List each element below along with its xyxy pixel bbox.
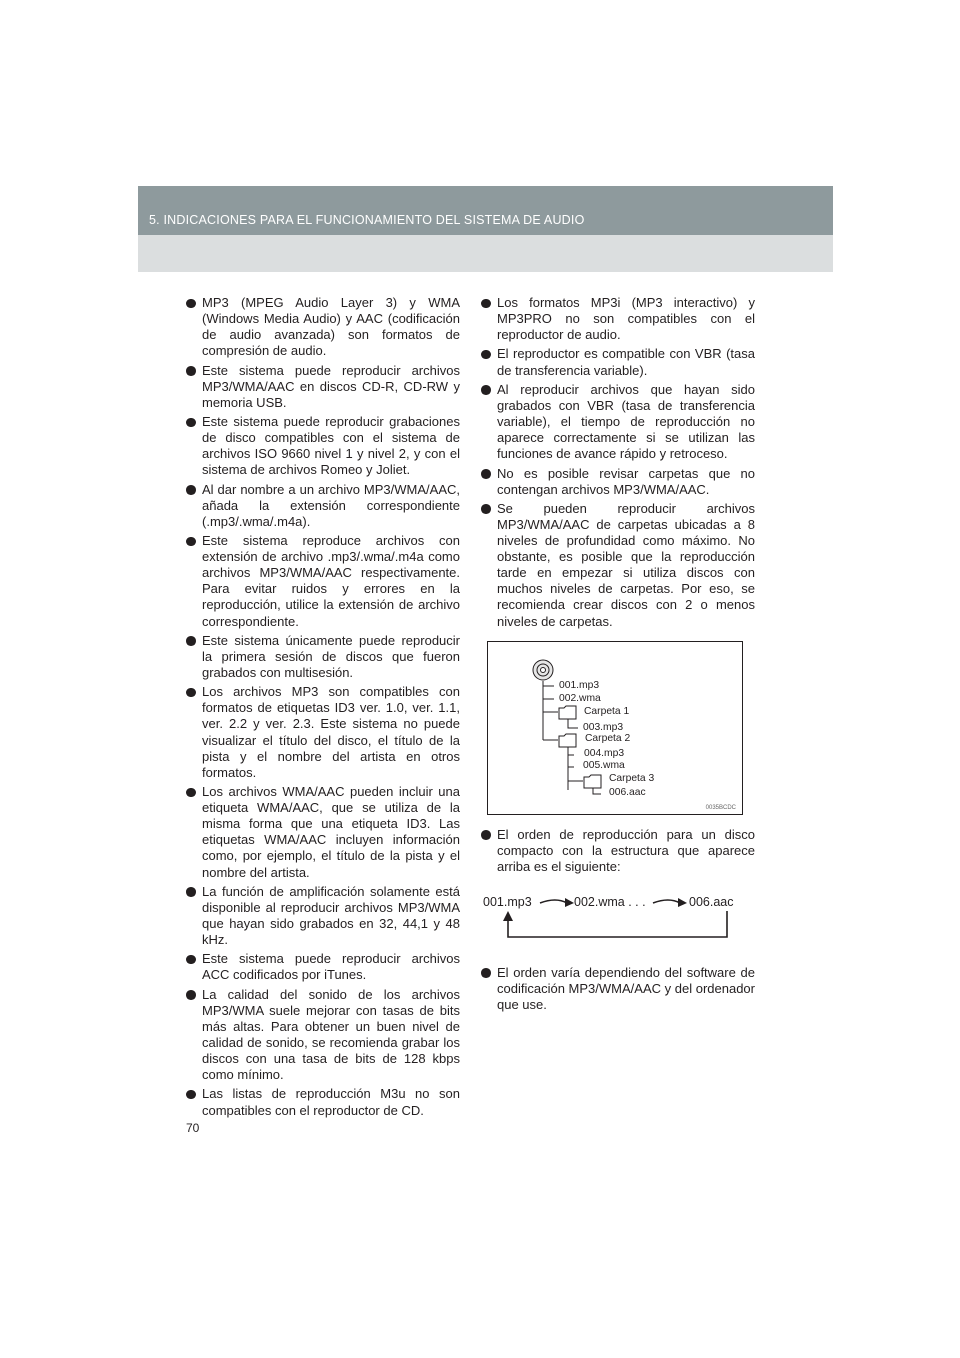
bullet-dot [186,955,196,965]
bullet-item [186,951,460,983]
left-column [186,295,460,1122]
folder-icon [559,706,576,719]
bullet-dot [186,418,196,428]
bullet-text: El orden varía dependiendo del software de codificación MP3/WMA/AAC y del ordenador que use. [497,964,755,1013]
bullet-item [186,363,460,411]
bullet-dot [481,350,491,360]
folder-icon [559,734,576,747]
bullet-dot [186,887,196,897]
right-bullet-list-2 [481,827,755,875]
bullet-dot [186,537,196,547]
bullet-text: Los archivos WMA/AAC pueden incluir una etiqueta WMA/AAC, que se utiliza de la misma forma que una etiqueta ID3. Las etiquetas WMA/AAC incluyen información como, por ejemplo, el título de la pista y el nombre del artista. [202,784,460,880]
bullet-dot [186,1090,196,1100]
bullet-text: El reproductor es compatible con VBR (tasa de transferencia variable). [497,346,755,378]
bullet-dot [186,636,196,646]
right-bullet-list-3 [481,965,755,1013]
disc-icon [533,660,553,680]
bullet-dot [481,299,491,309]
right-column [481,295,755,1016]
bullet-text: No es posible revisar carpetas que no contengan archivos MP3/WMA/AAC. [497,465,755,497]
section-header-bar [138,186,833,235]
left-bullet-list [186,295,460,1119]
bullet-text: Al reproducir archivos que hayan sido grabados con VBR (tasa de transferencia variable), el tiempo de reproducción no aparece correctamente si se utilizan las funciones de avance rápido y retroceso. [497,381,755,462]
bullet-item [481,501,755,630]
right-bullet-list [481,295,755,630]
bullet-dot [481,504,491,514]
bullet-dot [186,299,196,309]
bullet-text: Este sistema únicamente puede reproducir la primera sesión de discos que fueron grabados con multisesión. [202,632,460,680]
bullet-dot [186,990,196,1000]
tree-line [593,788,601,794]
file-label: 003.mp3 [583,721,624,733]
section-title: 5. INDICACIONES PARA EL FUNCIONAMIENTO DEL SISTEMA DE AUDIO [149,213,585,227]
play-order-flow [481,881,751,951]
bullet-dot [481,385,491,395]
folder-label: Carpeta 3 [609,772,655,784]
bullet-text: Las listas de reproducción M3u no son compatibles con el reproductor de CD. [202,1086,460,1118]
file-label: 006.aac [609,786,646,798]
bullet-text: Este sistema puede reproducir archivos ACC codificados por iTunes. [202,951,460,983]
bullet-item [186,295,460,359]
page-number: 70 [186,1121,200,1135]
bullet-item [186,784,460,881]
diagram-code: 0035BCDC [705,804,736,811]
bullet-item [481,295,755,343]
bullet-item [481,346,755,378]
bullet-text: Este sistema puede reproducir grabaciones de disco compatibles con el sistema de archivos ISO 9660 nivel 1 y nivel 2, y con el sistema de archivos Romeo y Joliet. [202,414,460,478]
bullet-text: Se pueden reproducir archivos MP3/WMA/AAC de carpetas ubicadas a 8 niveles de profundidad como máximo. No obstante, es posible que la reproducción tarde en empezar si utiliza discos con muchos niveles de carpetas. Por eso, se recomienda crear discos con 2 o menos niveles de carpetas. [497,500,755,629]
bullet-text: MP3 (MPEG Audio Layer 3) y WMA (Windows Media Audio) y AAC (codificación de audio avanzada) son formatos de compresión de audio. [202,295,460,359]
bullet-item [186,633,460,681]
tree-line [568,719,578,728]
bullet-dot [481,968,491,978]
bullet-dot [481,469,491,479]
folder-label: Carpeta 2 [585,732,631,744]
bullet-item [186,414,460,478]
bullet-text: La función de amplificación solamente está disponible al reproducir archivos MP3/WMA que hayan sido grabados en 32, 44,1 y 48 kHz. [202,883,460,948]
file-label: 005.wma [583,759,625,771]
bullet-dot [186,366,196,376]
bullet-text: La calidad del sonido de los archivos MP3/WMA suele mejorar con tasas de bits más altas. Para obtener un buen nivel de calidad de sonido, se recomienda grabar los discos con una tasa de bits de 128 kbps como mínimo. [202,986,460,1083]
bullet-text: Este sistema reproduce archivos con extensión de archivo .mp3/.wma/.m4a como archivos MP3/WMA/AAC respectivamente. Para evitar ruidos y errores en la reproducción, utilice la extensión de archivo correspondiente. [202,533,460,629]
file-label: 002.wma [559,692,601,704]
bullet-dot [186,485,196,495]
bullet-dot [481,830,491,840]
bullet-item [186,1086,460,1118]
bullet-text: Los formatos MP3i (MP3 interactivo) y MP3PRO no son compatibles con el reproductor de audio. [497,295,755,343]
bullet-item [481,382,755,462]
bullet-dot [186,688,196,698]
flow-arrows-svg [481,881,751,951]
bullet-dot [186,788,196,798]
flow-step: 001.mp3 [483,894,532,909]
bullet-item [186,684,460,781]
file-label: 004.mp3 [584,747,625,759]
folder-icon [584,775,601,788]
bullet-item [186,533,460,630]
arrow-right-icon [540,898,574,907]
flow-step: 002.wma . . . [574,894,646,909]
bullet-text: Los archivos MP3 son compatibles con formatos de etiquetas ID3 ver. 1.0, ver. 1.1, ver. 2.2 y ver. 2.3. Este sistema no puede visualizar el título del disco, el título de la pista y el nombre del artista en otros formatos. [202,684,460,780]
folder-label: Carpeta 1 [584,705,630,717]
bullet-item [481,965,755,1013]
folder-structure-diagram [487,641,743,815]
bullet-text: El orden de reproducción para un disco compacto con la estructura que aparece arriba es el siguiente: [497,826,755,874]
flow-step: 006.aac [689,894,734,909]
file-label: 001.mp3 [559,679,600,691]
bullet-item [186,884,460,948]
bullet-item [481,466,755,498]
return-arrow-icon [503,911,727,937]
section-header [138,186,833,272]
bullet-item [186,482,460,530]
bullet-text: Al dar nombre a un archivo MP3/WMA/AAC, añada la extensión correspondiente (.mp3/.wma/.m4a). [202,481,460,529]
arrow-right-icon [653,898,687,907]
bullet-item [186,987,460,1084]
bullet-item [481,827,755,875]
bullet-text: Este sistema puede reproducir archivos MP3/WMA/AAC en discos CD-R, CD-RW y memoria USB. [202,362,460,410]
